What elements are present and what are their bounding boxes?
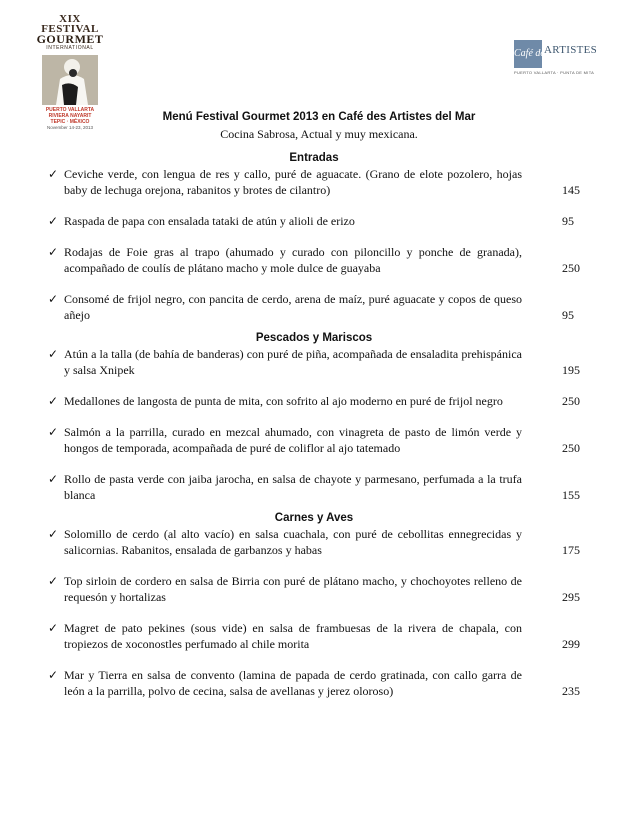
menu-item xyxy=(44,346,584,378)
menu-item-price: 95 xyxy=(562,308,574,322)
menu-item-description: Top sirloin de cordero en salsa de Birria con puré de plátano macho, y chochoyotes relleno de requesón y hortalizas xyxy=(64,574,522,604)
festival-location-2: RIVIERA NAYARIT xyxy=(48,113,92,119)
festival-location-1: PUERTO VALLARTA xyxy=(45,107,95,113)
menu-item-description: Consomé de frijol negro, con pancita de cerdo, arena de maíz, puré aguacate y copos de queso añejo xyxy=(64,292,522,322)
menu-item-price: 95 xyxy=(562,214,574,228)
menu-item-price: 145 xyxy=(562,183,580,197)
checkmark-icon: ✓ xyxy=(48,668,59,682)
cafe-logo xyxy=(514,40,606,76)
checkmark-icon: ✓ xyxy=(48,347,59,361)
menu-item xyxy=(44,471,584,503)
menu-item-price: 250 xyxy=(562,394,580,408)
menu-item-price: 299 xyxy=(562,637,580,651)
checkmark-icon: ✓ xyxy=(48,214,59,228)
menu-item xyxy=(44,620,584,652)
section-title-carnes: Carnes y Aves xyxy=(274,512,354,524)
menu-item xyxy=(44,424,584,456)
menu-body xyxy=(44,150,584,699)
festival-logo-line1: XIX FESTIVAL xyxy=(41,13,99,35)
menu-item-description: Solomillo de cerdo (al alto vacío) en salsa cuachala, con puré de cebollitas ennegrecidas y salicornias. Rabanitos, ensalada de garbanzos y habas xyxy=(64,527,522,557)
menu-item xyxy=(44,166,584,198)
menu-item-price: 295 xyxy=(562,590,580,604)
festival-logo-line2: GOURMET xyxy=(36,32,104,46)
section-title-entradas: Entradas xyxy=(289,152,339,164)
menu-item-description: Atún a la talla (de bahía de banderas) con puré de piña, acompañada de ensaladita prehispánica y salsa Xnipek xyxy=(64,347,522,377)
menu-item-price: 195 xyxy=(562,363,580,377)
festival-dates: November 14-23, 2013 xyxy=(46,125,94,130)
checkmark-icon: ✓ xyxy=(48,621,59,635)
menu-item xyxy=(44,213,584,229)
menu-item-description: Raspada de papa con ensalada tataki de atún y alioli de erizo xyxy=(64,214,355,228)
section-title-pescados: Pescados y Mariscos xyxy=(255,332,373,344)
checkmark-icon: ✓ xyxy=(48,527,59,541)
checkmark-icon: ✓ xyxy=(48,425,59,439)
checkmark-icon: ✓ xyxy=(48,472,59,486)
menu-item-description: Rodajas de Foie gras al trapo (ahumado y curado con piloncillo y ponche de granada), acompañado de coulís de plátano macho y mole dulce de guayaba xyxy=(64,245,522,275)
checkmark-icon: ✓ xyxy=(48,574,59,588)
menu-item-description: Mar y Tierra en salsa de convento (lamina de papada de cerdo gratinada, con callo garra de león a la parrilla, polvo de cecina, salsa de avellanas y jerez oloroso) xyxy=(64,668,522,698)
festival-logo-line3: INTERNATIONAL xyxy=(46,45,94,51)
menu-item xyxy=(44,526,584,558)
menu-item-description: Medallones de langosta de punta de mita, con sofrito al ajo moderno en puré de frijol negro xyxy=(64,394,503,408)
festival-location-3: TEPIC · MÉXICO xyxy=(50,119,90,125)
chef-illustration-icon xyxy=(42,55,98,105)
menu-item xyxy=(44,291,584,323)
menu-item-price: 250 xyxy=(562,441,580,455)
menu-item xyxy=(44,667,584,699)
checkmark-icon: ✓ xyxy=(48,292,59,306)
menu-item-price: 155 xyxy=(562,488,580,502)
menu-item xyxy=(44,393,584,409)
menu-item-price: 175 xyxy=(562,543,580,557)
menu-title: Menú Festival Gourmet 2013 en Café des Artistes del Mar xyxy=(162,111,476,123)
checkmark-icon: ✓ xyxy=(48,167,59,181)
menu-item-description: Ceviche verde, con lengua de res y callo, puré de aguacate. (Grano de elote pozolero, hojas baby de lechuga orejona, rabanitos y brotes de cilantro) xyxy=(64,167,522,197)
checkmark-icon: ✓ xyxy=(48,245,59,259)
cafe-logo-box: Café des xyxy=(514,40,542,68)
menu-item-description: Salmón a la parrilla, curado en mezcal ahumado, con vinagreta de pasto de limón verde y hongos de temporada, acompañada de puré de coliflor al ajo tatemado xyxy=(64,425,522,455)
menu-item-price: 235 xyxy=(562,684,580,698)
menu-item-description: Magret de pato pekines (sous vide) en salsa de frambuesas de la rivera de chapala, con tropiezos de xoconostles perfumado al chile morita xyxy=(64,621,522,651)
cafe-logo-subtitle: PUERTO VALLARTA · PUNTA DE MITA xyxy=(514,70,595,75)
menu-item xyxy=(44,244,584,276)
menu-subtitle: Cocina Sabrosa, Actual y muy mexicana. xyxy=(220,127,418,141)
menu-item-description: Rollo de pasta verde con jaiba jarocha, en salsa de chayote y parmesano, perfumada a la trufa blanca xyxy=(64,472,522,502)
menu-item xyxy=(44,573,584,605)
checkmark-icon: ✓ xyxy=(48,394,59,408)
cafe-logo-word: ARTISTES xyxy=(544,44,598,56)
menu-item-price: 250 xyxy=(562,261,580,275)
